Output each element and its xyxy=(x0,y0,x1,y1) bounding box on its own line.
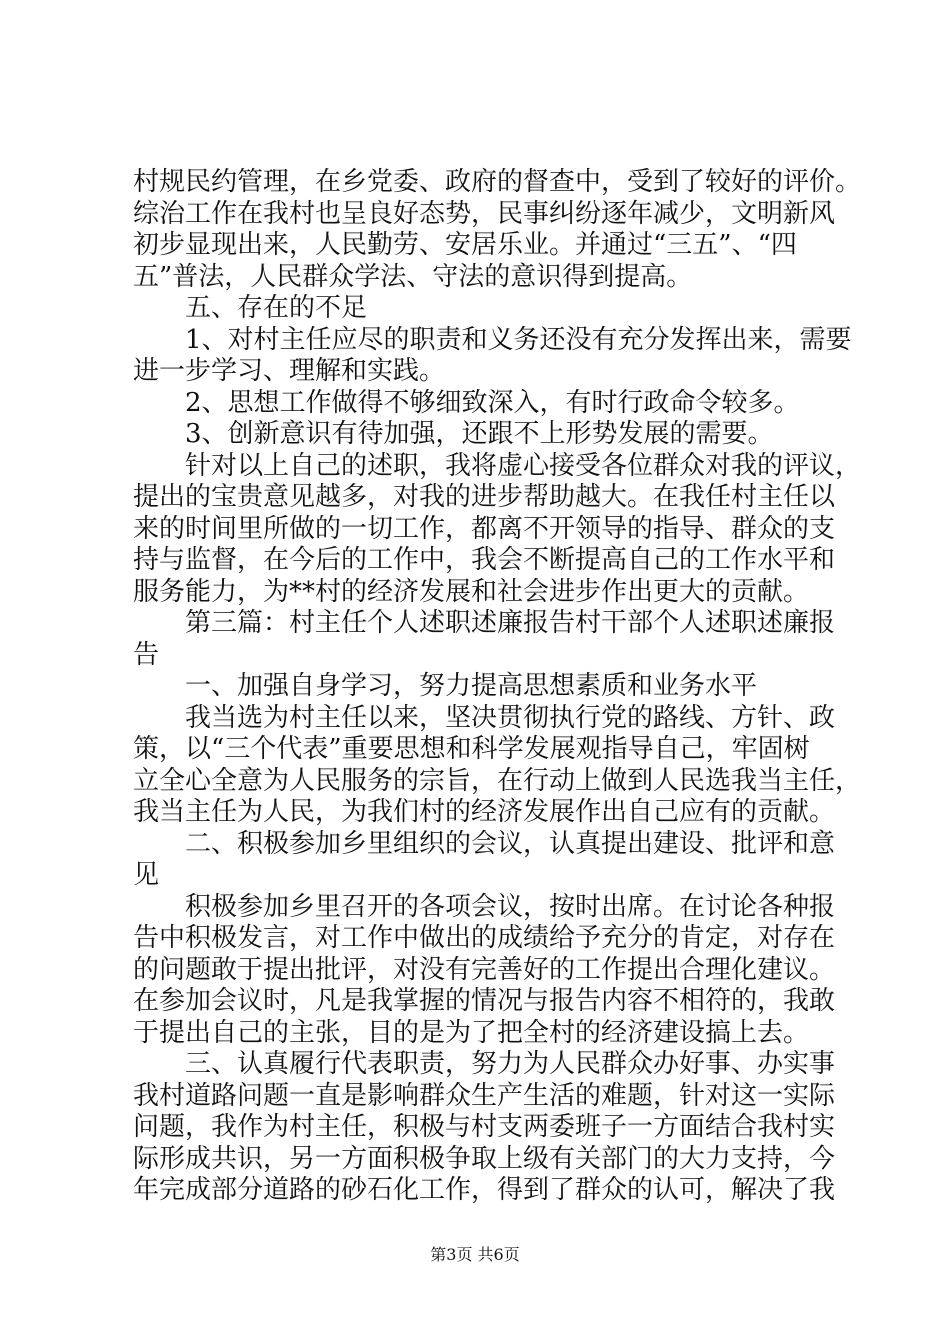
text-line: 来的时间里所做的一切工作，都离不开领导的指导、群众的支 xyxy=(133,513,836,544)
text-line: 告中积极发言，对工作中做出的成绩给予充分的肯定，对存在 xyxy=(133,923,836,953)
text-line: 持与监督，在今后的工作中，我会不断提高自己的工作水平和 xyxy=(133,545,836,575)
text-line: 告 xyxy=(133,639,160,670)
text-line: 进一步学习、理解和实践。 xyxy=(133,356,446,386)
text-line: 针对以上自己的述职，我将虚心接受各位群众对我的评议， xyxy=(185,450,862,481)
text-line: 二、积极参加乡里组织的会议，认真提出建设、批评和意 xyxy=(185,828,836,859)
text-line: 见 xyxy=(133,860,160,890)
page-footer: 第3页 共6页 xyxy=(430,1245,520,1264)
text-line: 三、认真履行代表职责，努力为人民群众办好事、办实事 xyxy=(185,1049,836,1079)
text-line: 3、创新意识有待加强，还跟不上形势发展的需要。 xyxy=(185,419,774,449)
text-line: 1、对村主任应尽的职责和义务还没有充分发挥出来，需要 xyxy=(185,324,852,355)
text-line: 际形成共识，另一方面积极争取上级有关部门的大力支持，今 xyxy=(133,1143,836,1174)
text-line: 策，以“三个代表”重要思想和科学发展观指导自己，牢固树 xyxy=(133,734,810,764)
text-line: 五、存在的不足 xyxy=(185,293,368,323)
text-line: 第三篇：村主任个人述职述廉报告村干部个人述职述廉报 xyxy=(185,608,836,638)
text-line: 综治工作在我村也呈良好态势，民事纠纷逐年减少，文明新风 xyxy=(133,198,836,229)
text-line: 我村道路问题一直是影响群众生产生活的难题，针对这一实际 xyxy=(133,1080,836,1111)
text-line: 提出的宝贵意见越多，对我的进步帮助越大。在我任村主任以 xyxy=(133,482,836,512)
text-line: 我当主任为人民，为我们村的经济发展作出自己应有的贡献。 xyxy=(133,797,836,827)
text-line: 服务能力，为**村的经济发展和社会进步作出更大的贡献。 xyxy=(133,576,810,607)
text-line: 在参加会议时，凡是我掌握的情况与报告内容不相符的，我敢 xyxy=(133,986,836,1016)
text-line: 立全心全意为人民服务的宗旨，在行动上做到人民选我当主任， xyxy=(133,765,862,796)
text-line: 问题，我作为村主任，积极与村支两委班子一方面结合我村实 xyxy=(133,1112,836,1142)
document-body xyxy=(133,167,862,1207)
text-line: 的问题敢于提出批评，对没有完善好的工作提出合理化建议。 xyxy=(133,954,836,985)
text-line: 积极参加乡里召开的各项会议，按时出席。在讨论各种报 xyxy=(185,891,836,922)
text-line: 一、加强自身学习，努力提高思想素质和业务水平 xyxy=(185,671,758,701)
text-line: 我当选为村主任以来，坚决贯彻执行党的路线、方针、政 xyxy=(185,702,836,733)
text-line: 村规民约管理，在乡党委、政府的督查中，受到了较好的评价。 xyxy=(133,167,862,197)
text-line: 五”普法，人民群众学法、守法的意识得到提高。 xyxy=(133,261,693,292)
text-line: 初步显现出来，人民勤劳、安居乐业。并通过“三五”、“四 xyxy=(133,230,797,260)
text-line: 年完成部分道路的砂石化工作，得到了群众的认可，解决了我 xyxy=(133,1175,836,1205)
text-line: 2、思想工作做得不够细致深入，有时行政命令较多。 xyxy=(185,387,800,418)
text-line: 于提出自己的主张，目的是为了把全村的经济建设搞上去。 xyxy=(133,1017,810,1048)
